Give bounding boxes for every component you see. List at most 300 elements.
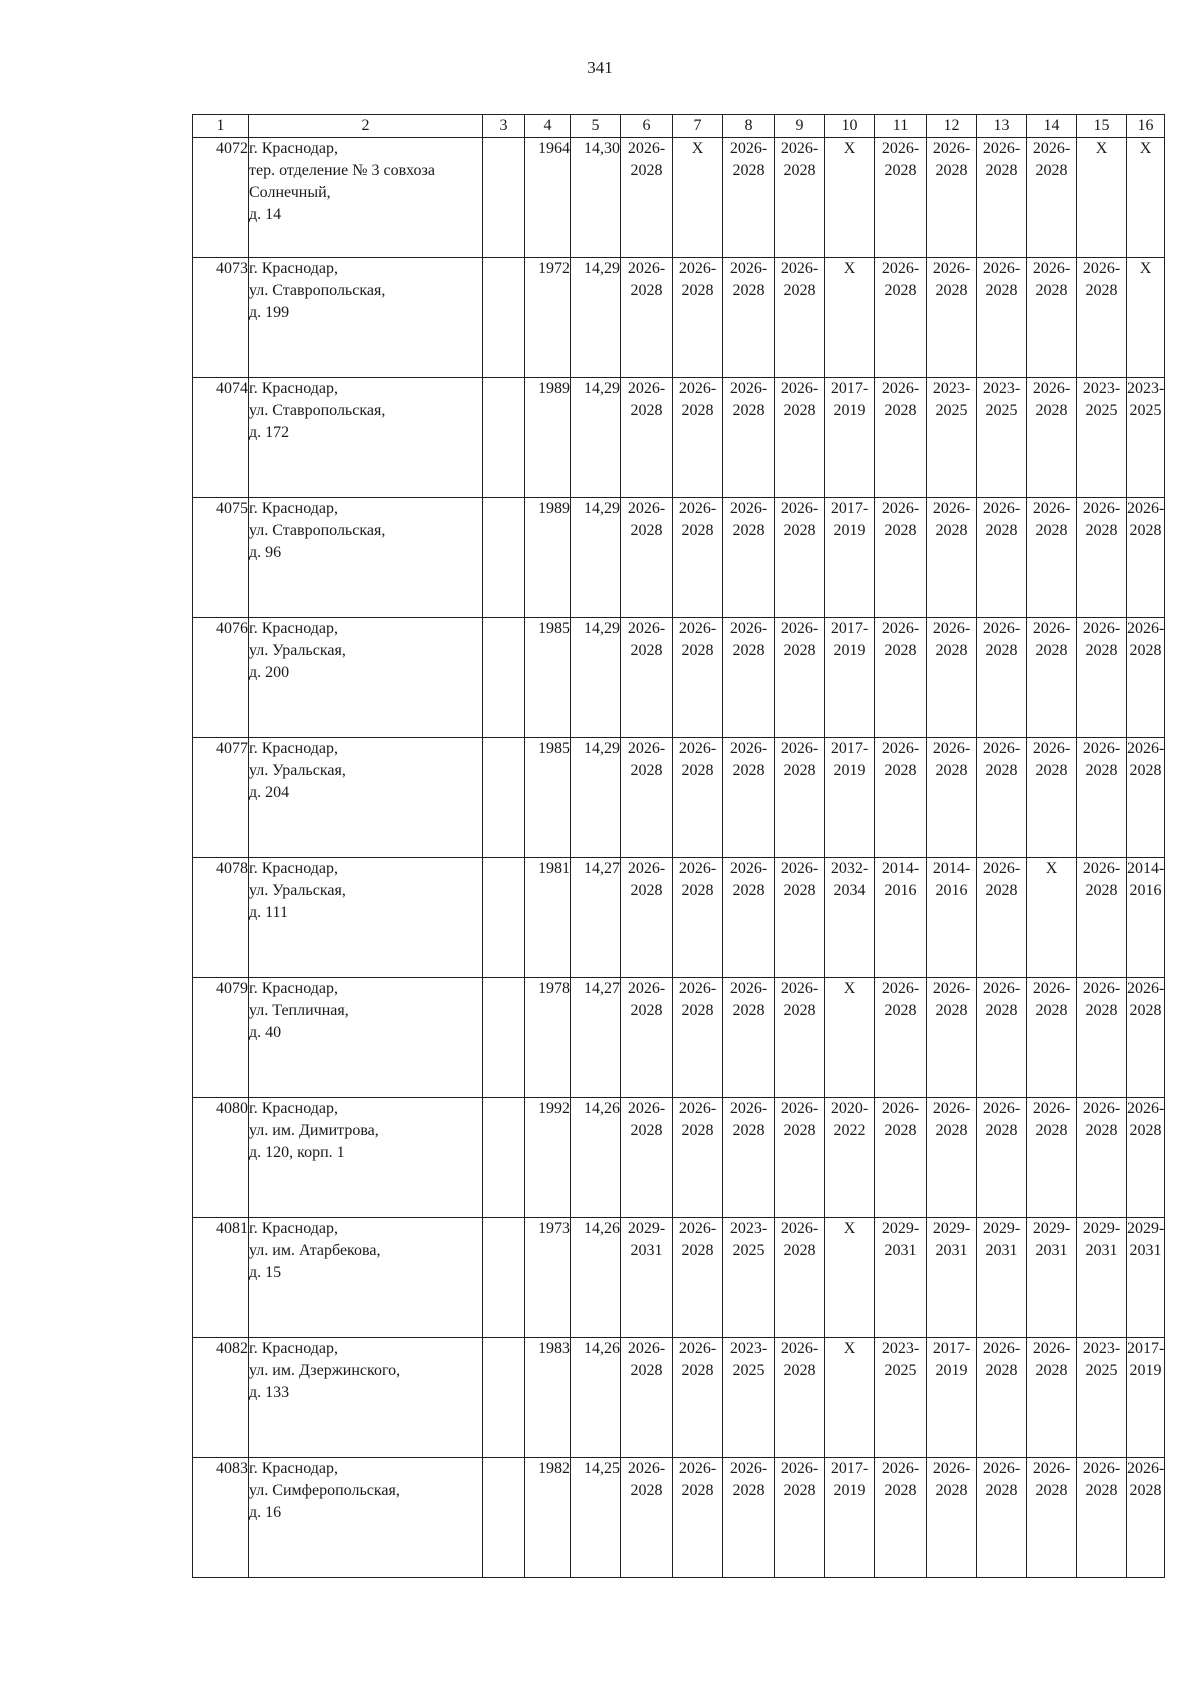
- housing-repair-schedule-table: [192, 114, 1165, 1578]
- period-text: 2026-: [627, 980, 666, 997]
- period-text: 2028: [630, 1482, 663, 1499]
- repair-period-cell: [775, 498, 825, 618]
- repair-period-cell: [775, 858, 825, 978]
- period-text: 2026-: [1127, 980, 1165, 997]
- repair-period-cell: [825, 978, 875, 1098]
- period-text: 2031: [985, 1242, 1018, 1259]
- address-line: ул. Ставропольская,: [249, 522, 386, 539]
- value-cell: 14,29: [571, 738, 621, 858]
- repair-period-cell: [621, 258, 673, 378]
- period-text: 2019: [833, 1482, 866, 1499]
- period-text: 2017-: [830, 380, 869, 397]
- repair-period-cell: [927, 378, 977, 498]
- row-number-cell: 4072: [193, 138, 249, 258]
- repair-period-cell: [775, 1218, 825, 1338]
- repair-period-cell: [825, 1098, 875, 1218]
- repair-period-cell: [977, 1098, 1027, 1218]
- repair-period-cell: [673, 858, 723, 978]
- period-text: X: [1139, 260, 1152, 277]
- period-text: 2028: [630, 882, 663, 899]
- period-text: 2023-: [1082, 1340, 1121, 1357]
- repair-period-cell: [1077, 738, 1127, 858]
- period-text: 2028: [732, 882, 765, 899]
- period-text: 2031: [1035, 1242, 1068, 1259]
- address-line: ул. Уральская,: [249, 882, 346, 899]
- period-text: 2026-: [678, 980, 717, 997]
- repair-period-cell: [1027, 978, 1077, 1098]
- period-text: 2026-: [678, 1100, 717, 1117]
- repair-period-cell: [977, 258, 1027, 378]
- period-text: 2026-: [1032, 260, 1071, 277]
- period-text: 2028: [1085, 522, 1118, 539]
- period-text: 2019: [833, 522, 866, 539]
- repair-period-cell: [1077, 378, 1127, 498]
- table-row: [193, 978, 1165, 1098]
- period-text: 2028: [630, 762, 663, 779]
- period-text: 2028: [985, 762, 1018, 779]
- address-line: Солнечный,: [249, 184, 331, 201]
- period-text: 2028: [681, 282, 714, 299]
- row-number-cell: 4075: [193, 498, 249, 618]
- address-line: ул. Тепличная,: [249, 1002, 349, 1019]
- period-text: 2016: [884, 882, 917, 899]
- period-text: 2026-: [1082, 860, 1121, 877]
- period-text: X: [843, 140, 856, 157]
- period-text: 2026-: [1127, 1100, 1165, 1117]
- period-text: 2026-: [678, 380, 717, 397]
- period-text: 2026-: [1032, 500, 1071, 517]
- period-text: 2029-: [881, 1220, 920, 1237]
- period-text: 2026-: [729, 980, 768, 997]
- period-text: 2026-: [627, 620, 666, 637]
- repair-period-cell: [723, 498, 775, 618]
- address-line: д. 15: [249, 1264, 282, 1281]
- period-text: 2028: [630, 1362, 663, 1379]
- period-text: 2028: [681, 882, 714, 899]
- period-text: 2026-: [678, 1340, 717, 1357]
- period-text: 2028: [884, 762, 917, 779]
- period-text: 2026-: [1127, 740, 1165, 757]
- page-number: 341: [587, 58, 613, 77]
- period-text: 2026-: [729, 860, 768, 877]
- repair-period-cell: [1127, 1218, 1165, 1338]
- repair-period-cell: [927, 978, 977, 1098]
- period-text: 2026-: [1082, 740, 1121, 757]
- repair-period-cell: [875, 1098, 927, 1218]
- repair-period-cell: [723, 1458, 775, 1578]
- repair-period-cell: [1077, 858, 1127, 978]
- table-row: [193, 858, 1165, 978]
- address-line: д. 40: [249, 1024, 282, 1041]
- repair-period-cell: [927, 138, 977, 258]
- period-text: 2026-: [881, 1100, 920, 1117]
- address-line: ул. Симферопольская,: [249, 1482, 400, 1499]
- period-text: 2026-: [982, 980, 1021, 997]
- period-text: 2028: [1129, 1482, 1162, 1499]
- address-line: ул. Уральская,: [249, 762, 346, 779]
- period-text: 2028: [732, 1002, 765, 1019]
- period-text: 2017-: [830, 500, 869, 517]
- period-text: 2028: [630, 282, 663, 299]
- period-text: 2028: [681, 1482, 714, 1499]
- period-text: 2026-: [780, 380, 819, 397]
- period-text: 2028: [732, 522, 765, 539]
- repair-period-cell: [875, 498, 927, 618]
- repair-period-cell: [1127, 858, 1165, 978]
- period-text: 2028: [630, 162, 663, 179]
- period-text: 2028: [630, 1122, 663, 1139]
- row-number-cell: 4074: [193, 378, 249, 498]
- period-text: 2028: [935, 1122, 968, 1139]
- build-year-cell: 1985: [525, 618, 571, 738]
- period-text: 2031: [1085, 1242, 1118, 1259]
- repair-period-cell: [673, 978, 723, 1098]
- period-text: 2028: [732, 282, 765, 299]
- repair-period-cell: [1027, 738, 1077, 858]
- column-number-header: 9: [775, 115, 825, 138]
- address-line: ул. Уральская,: [249, 642, 346, 659]
- period-text: 2026-: [1032, 1340, 1071, 1357]
- repair-period-cell: [775, 138, 825, 258]
- address-line: д. 204: [249, 784, 290, 801]
- period-text: 2025: [1085, 402, 1118, 419]
- repair-period-cell: [875, 378, 927, 498]
- repair-period-cell: [1127, 498, 1165, 618]
- repair-period-cell: [1077, 138, 1127, 258]
- row-number-cell: 4078: [193, 858, 249, 978]
- repair-period-cell: [927, 1098, 977, 1218]
- period-text: 2026-: [982, 1100, 1021, 1117]
- period-text: X: [691, 140, 704, 157]
- column-3-cell: [483, 618, 525, 738]
- address-line: г. Краснодар,: [249, 140, 338, 157]
- period-text: 2026-: [881, 380, 920, 397]
- column-number-header: 8: [723, 115, 775, 138]
- period-text: 2019: [833, 402, 866, 419]
- period-text: 2026-: [729, 500, 768, 517]
- period-text: 2029-: [932, 1220, 971, 1237]
- period-text: 2026-: [1032, 140, 1071, 157]
- period-text: 2023-: [1082, 380, 1121, 397]
- period-text: 2026-: [932, 500, 971, 517]
- repair-period-cell: [977, 978, 1027, 1098]
- period-text: 2028: [935, 162, 968, 179]
- table-row: [193, 138, 1165, 258]
- period-text: 2016: [1129, 882, 1162, 899]
- period-text: 2028: [1085, 1482, 1118, 1499]
- period-text: 2028: [1035, 1362, 1068, 1379]
- period-text: 2028: [681, 522, 714, 539]
- period-text: 2028: [985, 1122, 1018, 1139]
- repair-period-cell: [1027, 858, 1077, 978]
- row-number-cell: 4079: [193, 978, 249, 1098]
- period-text: 2028: [783, 1002, 816, 1019]
- address-line: г. Краснодар,: [249, 500, 338, 517]
- period-text: 2025: [935, 402, 968, 419]
- repair-period-cell: [875, 258, 927, 378]
- period-text: 2034: [833, 882, 866, 899]
- period-text: 2026-: [982, 740, 1021, 757]
- period-text: 2026-: [627, 260, 666, 277]
- repair-period-cell: [1077, 258, 1127, 378]
- repair-period-cell: [673, 138, 723, 258]
- address-cell: [249, 858, 483, 978]
- period-text: 2031: [935, 1242, 968, 1259]
- repair-period-cell: [673, 618, 723, 738]
- repair-period-cell: [673, 1338, 723, 1458]
- period-text: 2028: [1035, 1482, 1068, 1499]
- build-year-cell: 1989: [525, 498, 571, 618]
- repair-period-cell: [723, 258, 775, 378]
- repair-period-cell: [723, 738, 775, 858]
- column-number-header: 16: [1127, 115, 1165, 138]
- column-number-header: 15: [1077, 115, 1127, 138]
- repair-period-cell: [775, 978, 825, 1098]
- period-text: 2028: [681, 1122, 714, 1139]
- period-text: 2028: [935, 522, 968, 539]
- period-text: 2029-: [1082, 1220, 1121, 1237]
- address-line: г. Краснодар,: [249, 980, 338, 997]
- period-text: 2026-: [780, 1340, 819, 1357]
- period-text: 2028: [783, 642, 816, 659]
- period-text: 2028: [783, 282, 816, 299]
- repair-period-cell: [1127, 378, 1165, 498]
- period-text: 2026-: [627, 500, 666, 517]
- period-text: 2026-: [881, 1460, 920, 1477]
- period-text: 2026-: [1082, 1100, 1121, 1117]
- period-text: 2028: [985, 882, 1018, 899]
- address-line: ул. Ставропольская,: [249, 282, 386, 299]
- period-text: 2026-: [780, 980, 819, 997]
- table-row: [193, 498, 1165, 618]
- repair-period-cell: [1027, 1338, 1077, 1458]
- repair-period-cell: [1077, 1458, 1127, 1578]
- repair-period-cell: [1077, 498, 1127, 618]
- period-text: 2028: [783, 522, 816, 539]
- column-3-cell: [483, 138, 525, 258]
- period-text: 2031: [1129, 1242, 1162, 1259]
- address-line: г. Краснодар,: [249, 380, 338, 397]
- period-text: 2028: [935, 642, 968, 659]
- address-line: ул. Ставропольская,: [249, 402, 386, 419]
- column-number-header: 11: [875, 115, 927, 138]
- period-text: 2026-: [729, 260, 768, 277]
- period-text: 2028: [1085, 282, 1118, 299]
- period-text: 2028: [1129, 642, 1162, 659]
- period-text: 2028: [681, 642, 714, 659]
- repair-period-cell: [875, 138, 927, 258]
- table-row: [193, 1458, 1165, 1578]
- column-number-header: 14: [1027, 115, 1077, 138]
- address-cell: [249, 258, 483, 378]
- address-line: ул. им. Димитрова,: [249, 1122, 379, 1139]
- period-text: 2014-: [881, 860, 920, 877]
- repair-period-cell: [775, 378, 825, 498]
- period-text: 2026-: [678, 260, 717, 277]
- period-text: 2026-: [729, 1100, 768, 1117]
- period-text: 2026-: [932, 260, 971, 277]
- period-text: 2026-: [1082, 980, 1121, 997]
- repair-period-cell: [977, 858, 1027, 978]
- repair-period-cell: [1127, 1098, 1165, 1218]
- repair-period-cell: [621, 618, 673, 738]
- repair-period-cell: [723, 978, 775, 1098]
- period-text: 2028: [783, 1242, 816, 1259]
- build-year-cell: 1983: [525, 1338, 571, 1458]
- period-text: 2026-: [1032, 740, 1071, 757]
- period-text: 2026-: [1127, 500, 1165, 517]
- period-text: 2026-: [678, 740, 717, 757]
- repair-period-cell: [1127, 738, 1165, 858]
- repair-period-cell: [825, 618, 875, 738]
- build-year-cell: 1989: [525, 378, 571, 498]
- period-text: 2025: [732, 1362, 765, 1379]
- repair-period-cell: [977, 138, 1027, 258]
- period-text: 2025: [1129, 402, 1162, 419]
- period-text: 2032-: [830, 860, 869, 877]
- period-text: 2028: [985, 162, 1018, 179]
- repair-period-cell: [1027, 1098, 1077, 1218]
- period-text: 2028: [630, 522, 663, 539]
- period-text: 2028: [732, 762, 765, 779]
- repair-period-cell: [875, 1218, 927, 1338]
- repair-period-cell: [977, 738, 1027, 858]
- period-text: 2028: [884, 522, 917, 539]
- column-3-cell: [483, 978, 525, 1098]
- period-text: 2026-: [982, 620, 1021, 637]
- repair-period-cell: [621, 1098, 673, 1218]
- period-text: 2028: [1035, 1002, 1068, 1019]
- period-text: 2028: [985, 1362, 1018, 1379]
- column-number-header-row: [193, 115, 1165, 138]
- address-line: д. 96: [249, 544, 282, 561]
- period-text: 2028: [630, 1002, 663, 1019]
- repair-period-cell: [875, 1458, 927, 1578]
- repair-period-cell: [927, 1458, 977, 1578]
- period-text: 2028: [1085, 642, 1118, 659]
- repair-period-cell: [775, 1098, 825, 1218]
- period-text: 2026-: [1032, 980, 1071, 997]
- period-text: 2026-: [678, 500, 717, 517]
- period-text: 2026-: [1032, 1100, 1071, 1117]
- period-text: 2025: [732, 1242, 765, 1259]
- period-text: 2028: [783, 162, 816, 179]
- table-row: [193, 1218, 1165, 1338]
- row-number-cell: 4082: [193, 1338, 249, 1458]
- repair-period-cell: [1027, 138, 1077, 258]
- period-text: 2026-: [780, 740, 819, 757]
- column-number-header: 4: [525, 115, 571, 138]
- build-year-cell: 1972: [525, 258, 571, 378]
- address-line: д. 199: [249, 304, 290, 321]
- build-year-cell: 1992: [525, 1098, 571, 1218]
- column-3-cell: [483, 1338, 525, 1458]
- repair-period-cell: [621, 858, 673, 978]
- repair-period-cell: [723, 378, 775, 498]
- period-text: 2026-: [729, 620, 768, 637]
- build-year-cell: 1973: [525, 1218, 571, 1338]
- period-text: 2026-: [1082, 260, 1121, 277]
- period-text: 2028: [1085, 1122, 1118, 1139]
- value-cell: 14,29: [571, 498, 621, 618]
- column-number-header: 2: [249, 115, 483, 138]
- period-text: 2028: [935, 282, 968, 299]
- period-text: 2028: [985, 1482, 1018, 1499]
- repair-period-cell: [621, 1218, 673, 1338]
- period-text: 2028: [935, 1002, 968, 1019]
- repair-period-cell: [977, 618, 1027, 738]
- repair-period-cell: [977, 1218, 1027, 1338]
- repair-period-cell: [1077, 1338, 1127, 1458]
- address-line: г. Краснодар,: [249, 740, 338, 757]
- address-line: г. Краснодар,: [249, 1220, 338, 1237]
- period-text: 2028: [985, 522, 1018, 539]
- period-text: 2026-: [982, 860, 1021, 877]
- period-text: 2028: [783, 1482, 816, 1499]
- table-row: [193, 738, 1165, 858]
- repair-period-cell: [621, 378, 673, 498]
- period-text: 2028: [783, 1362, 816, 1379]
- address-cell: [249, 618, 483, 738]
- period-text: 2026-: [780, 620, 819, 637]
- period-text: X: [843, 980, 856, 997]
- repair-period-cell: [1127, 1458, 1165, 1578]
- address-line: г. Краснодар,: [249, 860, 338, 877]
- repair-period-cell: [1127, 258, 1165, 378]
- column-3-cell: [483, 498, 525, 618]
- repair-period-cell: [723, 1218, 775, 1338]
- address-line: д. 120, корп. 1: [249, 1144, 345, 1161]
- repair-period-cell: [977, 1338, 1027, 1458]
- period-text: 2026-: [1127, 1460, 1165, 1477]
- repair-period-cell: [875, 618, 927, 738]
- repair-period-cell: [1077, 1098, 1127, 1218]
- period-text: 2026-: [678, 1460, 717, 1477]
- period-text: 2026-: [1032, 1460, 1071, 1477]
- period-text: 2026-: [780, 140, 819, 157]
- period-text: 2023-: [982, 380, 1021, 397]
- repair-period-cell: [673, 1218, 723, 1338]
- period-text: 2026-: [932, 1460, 971, 1477]
- period-text: 2026-: [1082, 1460, 1121, 1477]
- period-text: 2026-: [1082, 620, 1121, 637]
- period-text: 2028: [783, 402, 816, 419]
- value-cell: 14,26: [571, 1338, 621, 1458]
- repair-period-cell: [723, 618, 775, 738]
- period-text: 2026-: [627, 1340, 666, 1357]
- period-text: 2031: [884, 1242, 917, 1259]
- value-cell: 14,29: [571, 378, 621, 498]
- address-cell: [249, 738, 483, 858]
- address-cell: [249, 498, 483, 618]
- row-number-cell: 4073: [193, 258, 249, 378]
- period-text: 2026-: [881, 140, 920, 157]
- repair-period-cell: [875, 1338, 927, 1458]
- period-text: 2026-: [932, 1100, 971, 1117]
- repair-period-cell: [673, 378, 723, 498]
- period-text: 2026-: [678, 620, 717, 637]
- period-text: 2023-: [1127, 380, 1165, 397]
- period-text: 2028: [985, 282, 1018, 299]
- period-text: 2028: [935, 762, 968, 779]
- period-text: 2028: [1035, 282, 1068, 299]
- repair-period-cell: [1027, 258, 1077, 378]
- period-text: 2029-: [1032, 1220, 1071, 1237]
- period-text: 2028: [783, 882, 816, 899]
- column-number-header: 3: [483, 115, 525, 138]
- period-text: 2026-: [982, 260, 1021, 277]
- period-text: 2028: [1129, 1122, 1162, 1139]
